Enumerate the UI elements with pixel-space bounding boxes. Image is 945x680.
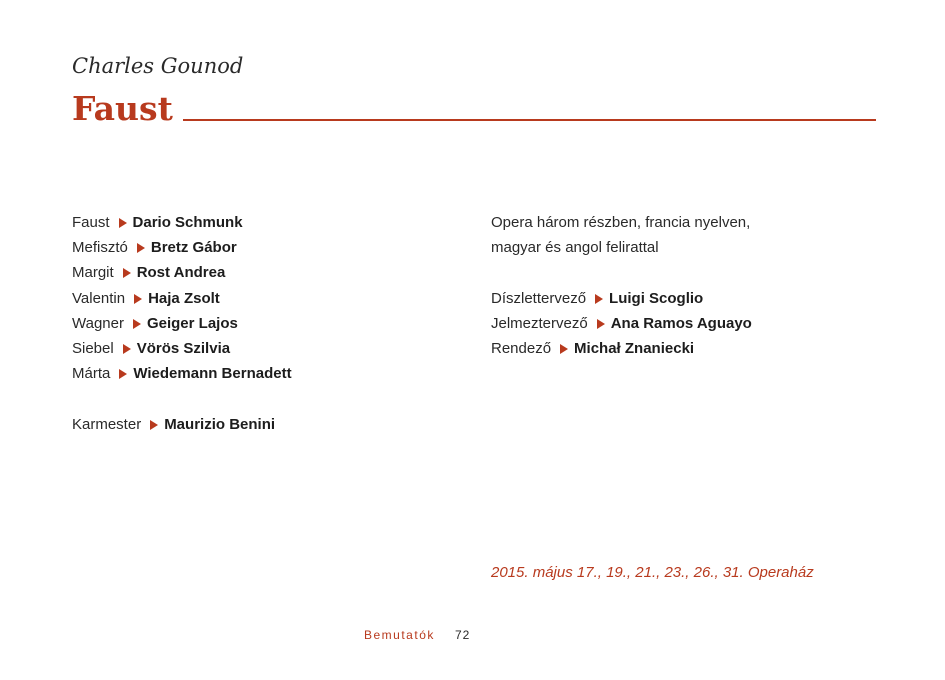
cast-role: Faust — [72, 214, 110, 231]
right-triangle-icon — [133, 319, 141, 329]
creative-row — [491, 311, 752, 336]
description-line: Opera három részben, francia nyelven, — [491, 214, 751, 231]
right-triangle-icon — [595, 294, 603, 304]
cast-role: Margit — [72, 264, 114, 282]
right-triangle-icon — [123, 268, 131, 278]
cast-name: Bretz Gábor — [150, 239, 237, 257]
creative-row — [491, 336, 752, 361]
conductor-row — [72, 412, 292, 437]
right-triangle-icon — [597, 319, 605, 329]
footer-section-label: Bemutatók — [364, 628, 435, 642]
spacer — [491, 260, 752, 285]
cast-role: Wagner — [72, 314, 124, 332]
creative-name: Ana Ramos Aguayo — [610, 314, 752, 332]
cast-name: Wiedemann Bernadett — [133, 365, 292, 383]
cast-name: Rost Andrea — [136, 264, 226, 282]
performance-dates: 2015. május 17., 19., 21., 23., 26., 31. Operaház — [491, 564, 814, 581]
title-underline — [183, 119, 876, 121]
cast-row — [72, 361, 292, 386]
creative-role: Jelmeztervező — [491, 314, 588, 332]
cast-row — [72, 235, 292, 260]
conductor-name: Maurizio Benini — [164, 415, 276, 433]
cast-row — [72, 336, 292, 361]
cast-row — [72, 311, 292, 336]
cast-row — [72, 286, 292, 311]
right-triangle-icon — [560, 344, 568, 354]
cast-row — [72, 210, 292, 235]
right-triangle-icon — [137, 243, 145, 253]
cast-column — [72, 210, 292, 437]
creative-name: Luigi Scoglio — [609, 289, 704, 307]
cast-role: Márta — [72, 365, 111, 383]
right-triangle-icon — [119, 218, 127, 228]
creative-row — [491, 286, 752, 311]
cast-role: Mefisztó — [72, 239, 128, 257]
cast-role: Valentin — [72, 289, 126, 307]
title-row — [72, 89, 876, 128]
right-triangle-icon — [134, 294, 142, 304]
cast-row — [72, 260, 292, 285]
cast-name: Dario Schmunk — [132, 214, 243, 231]
cast-name: Vörös Szilvia — [136, 339, 231, 357]
info-column — [491, 210, 752, 361]
right-triangle-icon — [119, 369, 127, 379]
cast-name: Geiger Lajos — [146, 314, 238, 332]
spacer — [72, 386, 292, 411]
conductor-role: Karmester — [72, 415, 142, 433]
right-triangle-icon — [123, 344, 131, 354]
right-triangle-icon — [150, 420, 158, 430]
description-line: magyar és angol felirattal — [491, 239, 659, 257]
composer-name: Charles Gounod — [72, 54, 244, 78]
page-number: 72 — [455, 628, 471, 642]
creative-role: Díszlettervező — [491, 289, 587, 307]
cast-name: Haja Zsolt — [148, 289, 220, 307]
creative-name: Michał Znaniecki — [574, 339, 695, 357]
page-title: Faust — [72, 89, 173, 128]
creative-role: Rendező — [491, 339, 552, 357]
cast-role: Siebel — [72, 339, 114, 357]
